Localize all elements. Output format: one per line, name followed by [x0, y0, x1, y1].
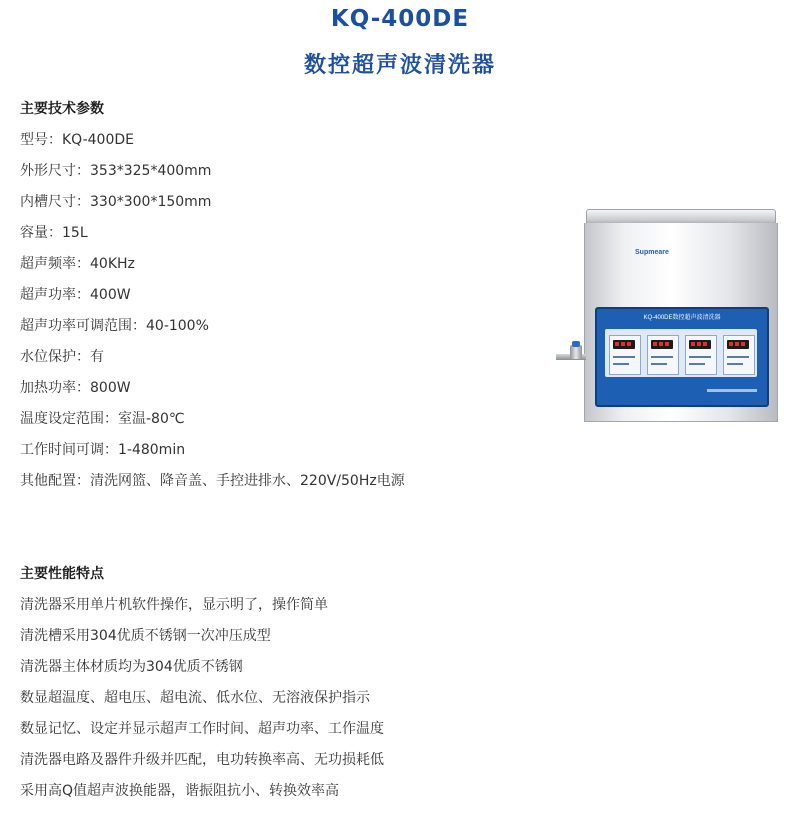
drain-valve	[556, 345, 586, 363]
product-name-title: 数控超声波清洗器	[303, 53, 496, 78]
specs-heading: 主要技术参数	[20, 101, 104, 117]
status-display	[723, 335, 755, 375]
spec-item: 超声频率：40KHz	[20, 256, 135, 272]
spec-item: 外形尺寸：353*325*400mm	[20, 163, 212, 179]
power-display	[647, 335, 679, 375]
display-area	[605, 329, 757, 377]
control-panel	[595, 307, 769, 407]
panel-footer-strip	[707, 389, 757, 392]
feature-item: 清洗器采用单片机软件操作，显示明了，操作简单	[20, 597, 328, 613]
spec-item: 其他配置：清洗网篮、降音盖、手控进排水、220V/50Hz电源	[20, 473, 405, 489]
feature-item: 清洗槽采用304优质不锈钢一次冲压成型	[20, 628, 271, 644]
feature-item: 清洗器电路及器件升级并匹配，电功转换率高、无功损耗低	[20, 752, 384, 768]
panel-label: KQ-400DE数控超声波清洗器	[643, 315, 721, 321]
spec-item: 水位保护：有	[20, 349, 104, 365]
product-model-title: KQ-400DE	[330, 6, 470, 32]
time-display	[685, 335, 717, 375]
feature-item: 清洗器主体材质均为304优质不锈钢	[20, 659, 243, 675]
spec-item: 工作时间可调：1-480min	[20, 442, 186, 458]
spec-item: 超声功率可调范围：40-100%	[20, 318, 209, 334]
spec-item: 超声功率：400W	[20, 287, 131, 303]
feature-item: 采用高Q值超声波换能器，谐振阻抗小、转换效率高	[20, 783, 340, 799]
temperature-display	[609, 335, 641, 375]
spec-item: 加热功率：800W	[20, 380, 131, 396]
spec-item: 容量：15L	[20, 225, 88, 241]
spec-item: 内槽尺寸：330*300*150mm	[20, 194, 212, 210]
specs-list	[20, 128, 405, 500]
spec-item: 型号：KQ-400DE	[20, 132, 134, 148]
feature-item: 数显记忆、设定并显示超声工作时间、超声功率、工作温度	[20, 721, 384, 737]
brand-logo: Supmeare	[635, 249, 669, 256]
features-list	[20, 593, 384, 810]
tank-body	[584, 223, 778, 422]
feature-item: 数显超温度、超电压、超电流、低水位、无溶液保护指示	[20, 690, 370, 706]
features-heading: 主要性能特点	[20, 566, 104, 582]
product-image	[550, 195, 790, 435]
spec-item: 温度设定范围：室温-80℃	[20, 411, 185, 427]
